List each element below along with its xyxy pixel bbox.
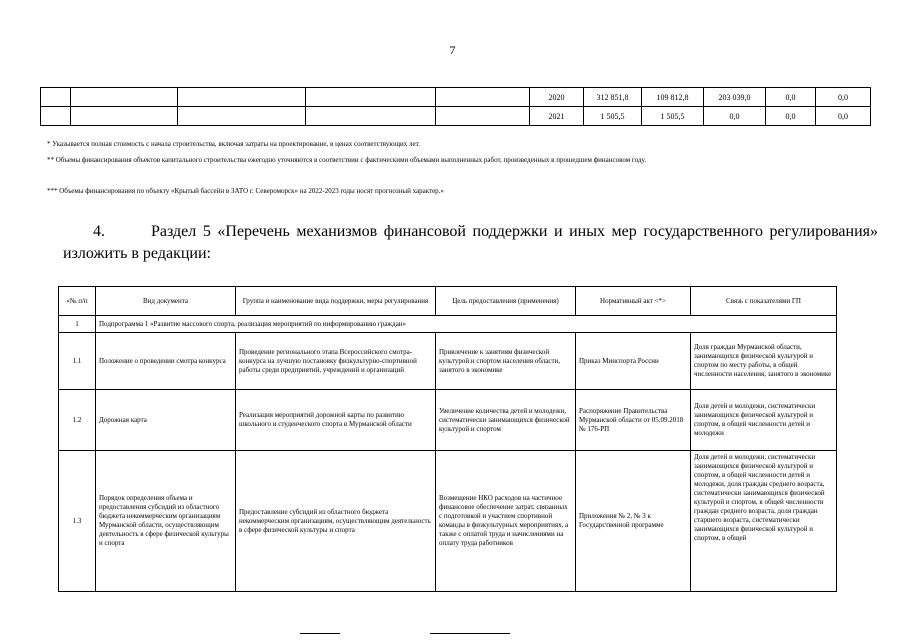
year-cell: 2020 [530,88,584,107]
table-row [41,107,871,126]
col-header-purpose: Цель предоставления (применения) [436,287,576,316]
support-group-cell: Проведение регионального этапа Всероссийского смотра-конкурса на лучшую постановку физкультурно-спортивной работы среди предприятий, учреждений и организаций [236,333,436,390]
purpose-cell: Привлечение к занятиям физической культурой и спортом населения области, занятого в экономике [436,333,576,390]
col-header-number: «№ п/п [59,287,96,316]
value-cell: 0,0 [816,88,871,107]
financing-table [40,87,871,126]
value-cell: 312 851,8 [584,88,642,107]
value-cell: 0,0 [704,107,766,126]
year-cell: 2021 [530,107,584,126]
row-number: 1.3 [59,451,96,592]
purpose-cell: Увеличение количества детей и молодежи, систематически занимающихся физической культурой и спортом [436,390,576,451]
value-cell: 0,0 [816,107,871,126]
footnote-2: ** Объемы финансирования объектов капитального строительства ежегодно уточняются в соответствии с фактическими объемами выполненных работ, произведенных в прошедшем финансовом году. [47,156,647,164]
subprogram-number: 1 [59,316,96,333]
footer-line [300,633,340,634]
page-number: 7 [449,43,456,57]
normative-act-cell: Распоряжение Правительства Мурманской области от 05.09.2018 № 176-РП [576,390,691,451]
value-cell: 203 039,0 [704,88,766,107]
value-cell: 109 812,8 [642,88,704,107]
value-cell: 1 505,5 [584,107,642,126]
doc-type-cell: Порядок определения объема и предоставления субсидий из областного бюджета некоммерческим организациям Мурманской области, осуществляющим деятельность в сфере физической культуры и спорта [96,451,236,592]
support-measures-table [58,286,837,592]
section-paragraph: 4. Раздел 5 «Перечень механизмов финансовой поддержки и иных мер государственного регулирования» изложить в редакции: [63,223,878,262]
indicators-cell: Доля детей и молодежи, систематически занимающихся физической культурой и спортом, в общей численности детей и молодежи, доля граждан среднего возраста, систематически занимающихся физической культурой и спортом, в общей численности граждан среднего возраста, доля граждан старшего возраста, систематически занимающихся физической культурой и спортом, в общей [691,451,837,592]
col-header-doc-type: Вид документа [96,287,236,316]
table-row [59,390,837,451]
table-row [59,451,837,592]
footer-line [430,633,510,634]
normative-act-cell: Приказ Минспорта России [576,333,691,390]
subprogram-title: Подпрограмма 1 «Развитие массового спорта, реализация мероприятий по информированию граждан» [96,316,837,333]
col-header-support-group: Группа и наименование вида поддержки, меры регулирования [236,287,436,316]
subprogram-row [59,316,837,333]
table-header-row [59,287,837,316]
col-header-indicators: Связь с показателями ГП [691,287,837,316]
support-group-cell: Предоставление субсидий из областного бюджета некоммерческим организациям, осуществляющим деятельность в сфере физической культуры и спорта [236,451,436,592]
support-group-cell: Реализация мероприятий дорожной карты по развитию школьного и студенческого спорта в Мурманской области [236,390,436,451]
col-header-normative-act: Нормативный акт <*> [576,287,691,316]
doc-type-cell: Положение о проведении смотра конкурса [96,333,236,390]
doc-type-cell: Дорожная карта [96,390,236,451]
value-cell: 0,0 [766,88,816,107]
row-number: 1.1 [59,333,96,390]
indicators-cell: Доля детей и молодежи, систематически занимающихся физической культурой и спортом, в общей численности детей и молодежи [691,390,837,451]
value-cell: 1 505,5 [642,107,704,126]
footnote-1: * Указывается полная стоимость с начала строительства, включая затраты на проектирование, в ценах соответствующих лет. [47,140,420,148]
footnote-3: *** Объемы финансирования по объекту «Крытый бассейн в ЗАТО г. Североморск» на 2022-2023 годы носят прогнозный характер.» [47,187,444,195]
indicators-cell: Доля граждан Мурманской области, занимающихся физической культурой и спортом по месту работы, в общей численности населения, занятого в экономике [691,333,837,390]
table-row [41,88,871,107]
purpose-cell: Возмещение НКО расходов на частичное финансовое обеспечение затрат, связанных с подготовкой и участием спортивной команды в физкультурных мероприятиях, а также с оплатой труда и начислениями на оплату труда работников [436,451,576,592]
value-cell: 0,0 [766,107,816,126]
row-number: 1.2 [59,390,96,451]
normative-act-cell: Приложения № 2, № 3 к Государственной программе [576,451,691,592]
table-row [59,333,837,390]
